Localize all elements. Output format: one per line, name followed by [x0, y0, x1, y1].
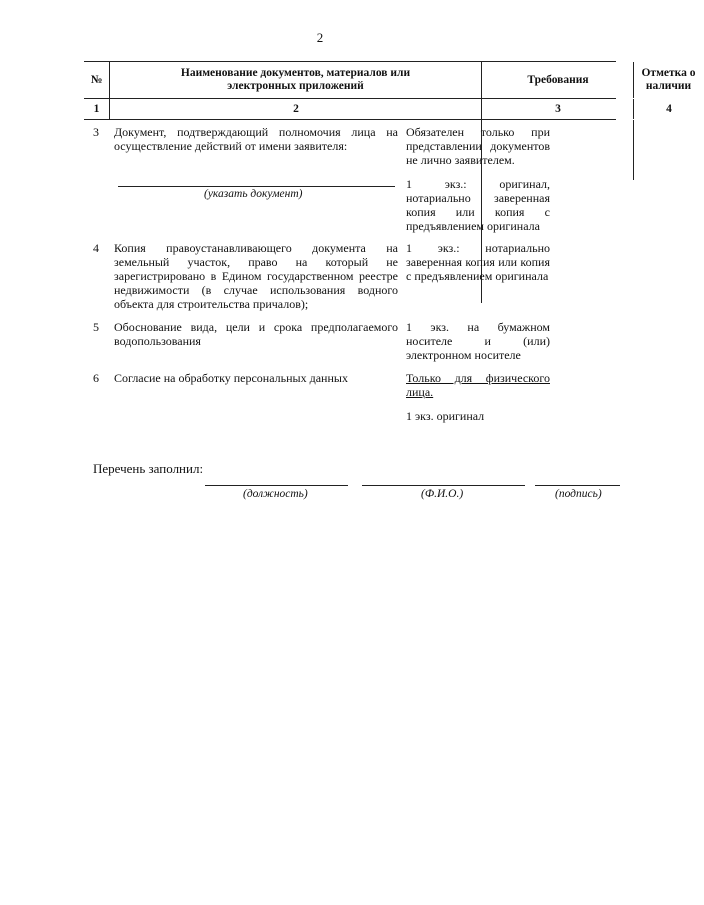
row-number: 4 [93, 241, 99, 255]
document-input-line [118, 186, 395, 187]
row-name: Обоснование вида, цели и срока предполагаемого водопользования [114, 320, 398, 348]
row-requirement: 1 экз. на бумажном носителе и (или) электронном носителе [406, 320, 550, 362]
table-header [84, 61, 696, 99]
col-number-1: 1 [93, 102, 100, 115]
row-number: 3 [93, 125, 99, 139]
header-requirements: Требования [481, 62, 634, 98]
position-line [205, 485, 348, 486]
row-requirement: Только для физического лица. [406, 371, 550, 399]
row-requirement: 1 экз.: нотариально заверенная копия или копия с предъявлением оригинала [406, 241, 550, 283]
filled-by-label: Перечень заполнил: [93, 461, 204, 476]
position-label: (должность) [243, 488, 308, 500]
header-num: № [90, 73, 103, 86]
row-requirement: Обязателен только при представлении документов не лично заявителем. [406, 125, 550, 167]
col-number-4: 4 [633, 99, 704, 119]
column-numbers-row [84, 99, 672, 120]
fio-label: (Ф.И.О.) [421, 488, 464, 500]
divider-col4 [633, 120, 634, 180]
signature-label: (подпись) [555, 488, 602, 500]
row-name: Документ, подтверждающий полномочия лица на осуществление действий от имени заявителя: [114, 125, 398, 153]
fio-line [362, 485, 525, 486]
row-name: Согласие на обработку персональных данных [114, 371, 348, 385]
header-name: Наименование документов, материалов или электронных приложений [109, 62, 481, 98]
row-requirement-extra: 1 экз. оригинал [406, 409, 485, 423]
row-name: Копия правоустанавливающего документа на земельный участок, право на который не зарегистрировано в Едином государственном реестре недвижимости (в случае использования водного объекта для строительства причалов); [114, 241, 398, 311]
col-number-3: 3 [481, 99, 634, 119]
signature-line [535, 485, 620, 486]
row-requirement-extra: 1 экз.: оригинал, нотариально заверенная копия или копия с предъявлением оригинала [406, 177, 550, 233]
col-number-2: 2 [109, 99, 482, 119]
header-mark: Отметка о наличии [633, 62, 703, 98]
row-number: 5 [93, 320, 99, 334]
page-number: 2 [316, 30, 324, 45]
document-hint: (указать документ) [204, 188, 303, 200]
row-number: 6 [93, 371, 99, 385]
